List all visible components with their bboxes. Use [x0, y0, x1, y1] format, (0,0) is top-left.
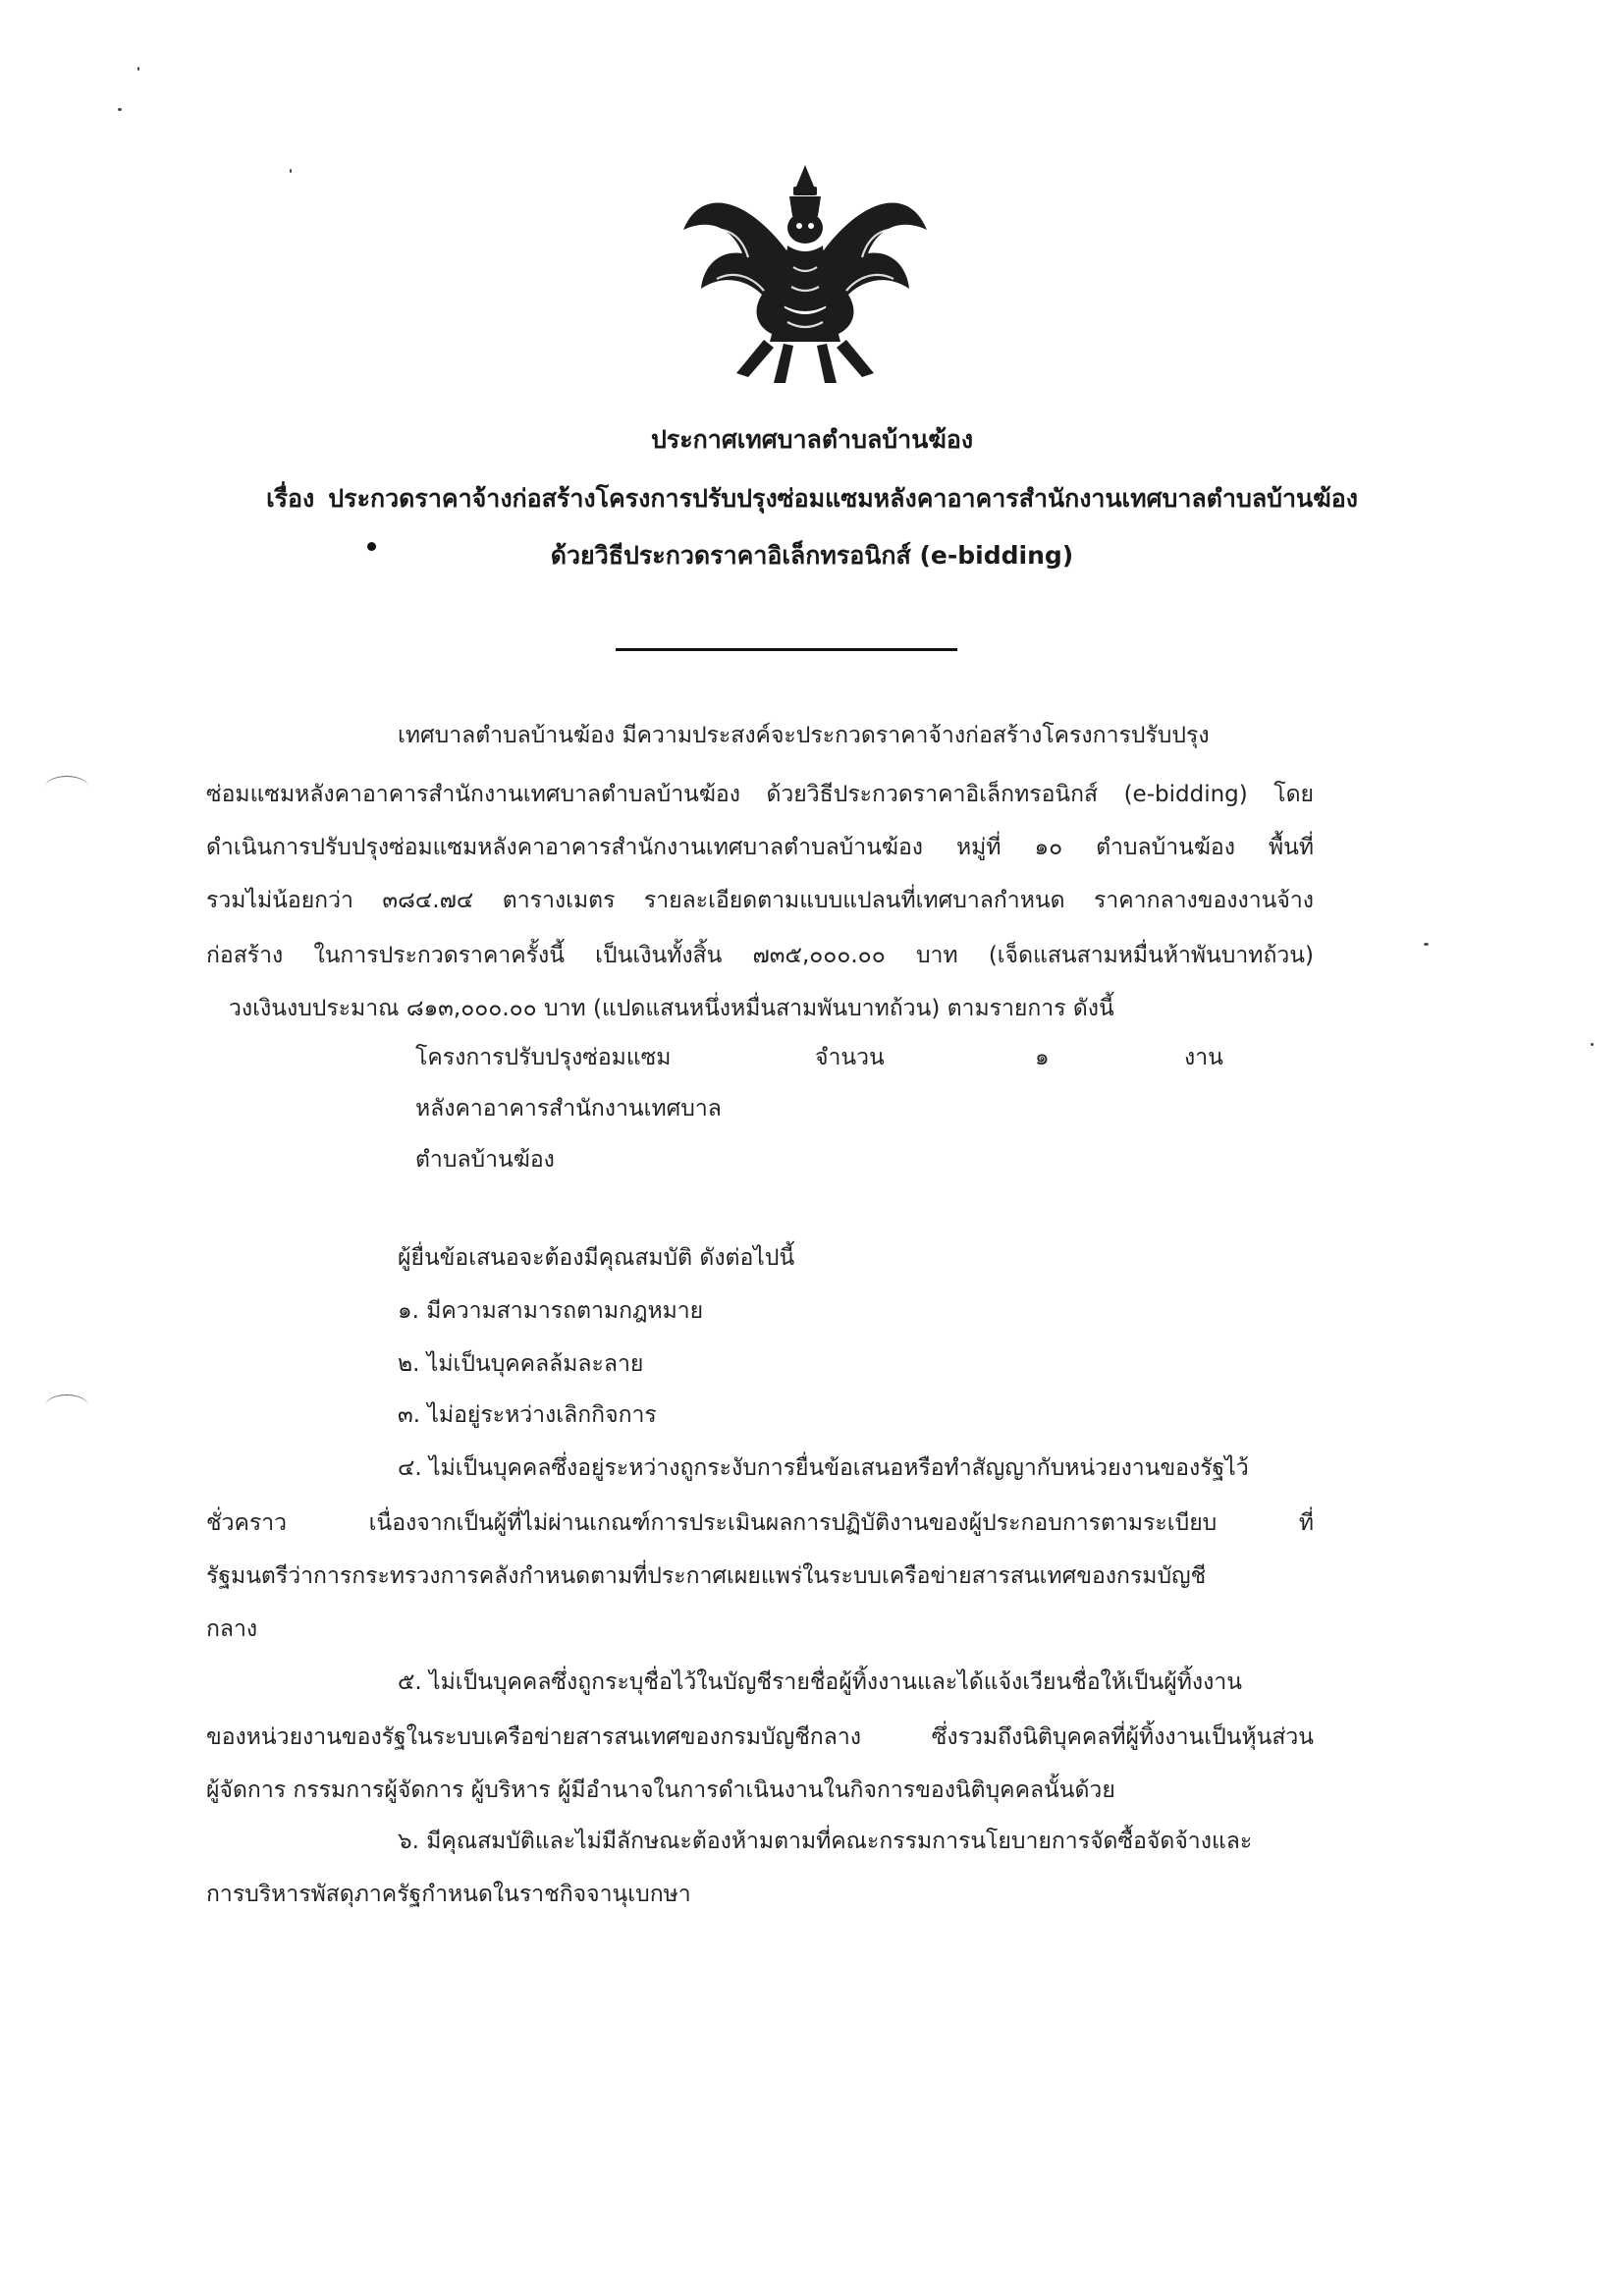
bidding-method: ด้วยวิธีประกวดราคาอิเล็กทรอนิกส์ (e-bidding)	[550, 541, 1074, 570]
item-name-line-2: หลังคาอาคารสำนักงานเทศบาล	[415, 1096, 722, 1121]
scan-speck	[1424, 943, 1429, 946]
document-subject	[0, 479, 1624, 519]
item-qty: ๑	[1035, 1045, 1050, 1070]
garuda-emblem-icon	[677, 157, 933, 393]
qualification-2: ๒. ไม่เป็นบุคคลล้มละลาย	[398, 1351, 644, 1377]
scan-speck	[290, 169, 292, 173]
qualification-4-line-4: กลาง	[206, 1616, 258, 1642]
bullet-mark	[367, 542, 376, 551]
scan-speck	[118, 108, 122, 111]
item-name-line-1: โครงการปรับปรุงซ่อมแซม	[415, 1045, 672, 1070]
intro-line-4: รวมไม่น้อยกว่า ๓๘๔.๗๔ ตารางเมตร รายละเอียดตามแบบแปลนที่เทศบาลกำหนด ราคากลางของงานจ้าง	[206, 888, 1314, 913]
qualification-5-line-2: ของหน่วยงานของรัฐในระบบเครือข่ายสารสนเทศของกรมบัญชีกลาง ซึ่งรวมถึงนิติบุคคลที่ผู้ทิ้งงานเป็นหุ้นส่วน	[206, 1724, 1314, 1750]
title-underline	[616, 648, 957, 651]
qualification-5-line-3: ผู้จัดการ กรรมการผู้จัดการ ผู้บริหาร ผู้มีอำนาจในการดำเนินงานในกิจการของนิติบุคคลนั้นด้วย	[206, 1777, 1115, 1803]
intro-line-1: เทศบาลตำบลบ้านฆ้อง มีความประสงค์จะประกวดราคาจ้างก่อสร้างโครงการปรับปรุง	[398, 723, 1210, 748]
item-qty-label: จำนวน	[815, 1045, 885, 1070]
qualification-6-line-2: การบริหารพัสดุภาครัฐกำหนดในราชกิจจานุเบกษา	[206, 1882, 691, 1907]
subject-text: ประกวดราคาจ้างก่อสร้างโครงการปรับปรุงซ่อมแซมหลังคาอาคารสำนักงานเทศบาลตำบลบ้านฆ้อง	[328, 484, 1358, 513]
qualification-6-line-1: ๖. มีคุณสมบัติและไม่มีลักษณะต้องห้ามตามที่คณะกรรมการนโยบายการจัดซื้อจัดจ้างและ	[398, 1829, 1253, 1854]
subject-label: เรื่อง	[266, 484, 315, 513]
intro-line-3: ดำเนินการปรับปรุงซ่อมแซมหลังคาอาคารสำนักงานเทศบาลตำบลบ้านฆ้อง หมู่ที่ ๑๐ ตำบลบ้านฆ้อง พื้นที่	[206, 835, 1314, 860]
qualification-3: ๓. ไม่อยู่ระหว่างเลิกกิจการ	[398, 1402, 657, 1428]
item-unit: งาน	[1184, 1045, 1223, 1070]
qualification-1: ๑. มีความสามารถตามกฎหมาย	[398, 1298, 704, 1324]
intro-line-6: วงเงินงบประมาณ ๘๑๓,๐๐๐.๐๐ บาท (แปดแสนหนึ่งหมื่นสามพันบาทถ้วน) ตามรายการ ดังนี้	[229, 996, 1114, 1021]
document-title: ประกาศเทศบาลตำบลบ้านฆ้อง	[650, 425, 974, 454]
intro-line-2: ซ่อมแซมหลังคาอาคารสำนักงานเทศบาลตำบลบ้านฆ้อง ด้วยวิธีประกวดราคาอิเล็กทรอนิกส์ (e-bidding) โดย	[206, 782, 1314, 807]
qualification-4-line-3: รัฐมนตรีว่าการกระทรวงการคลังกำหนดตามที่ประกาศเผยแพร่ในระบบเครือข่ายสารสนเทศของกรมบัญชี	[206, 1563, 1207, 1589]
qualification-5-line-1: ๕. ไม่เป็นบุคคลซึ่งถูกระบุชื่อไว้ในบัญชีรายชื่อผู้ทิ้งงานและได้แจ้งเวียนชื่อให้เป็นผู้ทิ้งงาน	[398, 1669, 1242, 1695]
scan-hole-mark	[45, 1394, 88, 1417]
scan-hole-mark	[45, 776, 88, 798]
qualification-4-line-2: ชั่วคราว เนื่องจากเป็นผู้ที่ไม่ผ่านเกณฑ์การประเมินผลการปฏิบัติงานของผู้ประกอบการตามระเบียบ ที่	[206, 1510, 1314, 1536]
qualification-4-line-1: ๔. ไม่เป็นบุคคลซึ่งอยู่ระหว่างถูกระงับการยื่นข้อเสนอหรือทำสัญญากับหน่วยงานของรัฐไว้	[398, 1455, 1249, 1481]
qualifications-heading: ผู้ยื่นข้อเสนอจะต้องมีคุณสมบัติ ดังต่อไปนี้	[398, 1245, 795, 1271]
scan-speck	[1591, 1043, 1594, 1046]
item-name-line-3: ตำบลบ้านฆ้อง	[415, 1147, 555, 1173]
intro-line-5: ก่อสร้าง ในการประกวดราคาครั้งนี้ เป็นเงินทั้งสิ้น ๗๓๕,๐๐๐.๐๐ บาท (เจ็ดแสนสามหมื่นห้าพันบาทถ้วน)	[206, 943, 1314, 968]
scan-speck	[137, 67, 139, 71]
